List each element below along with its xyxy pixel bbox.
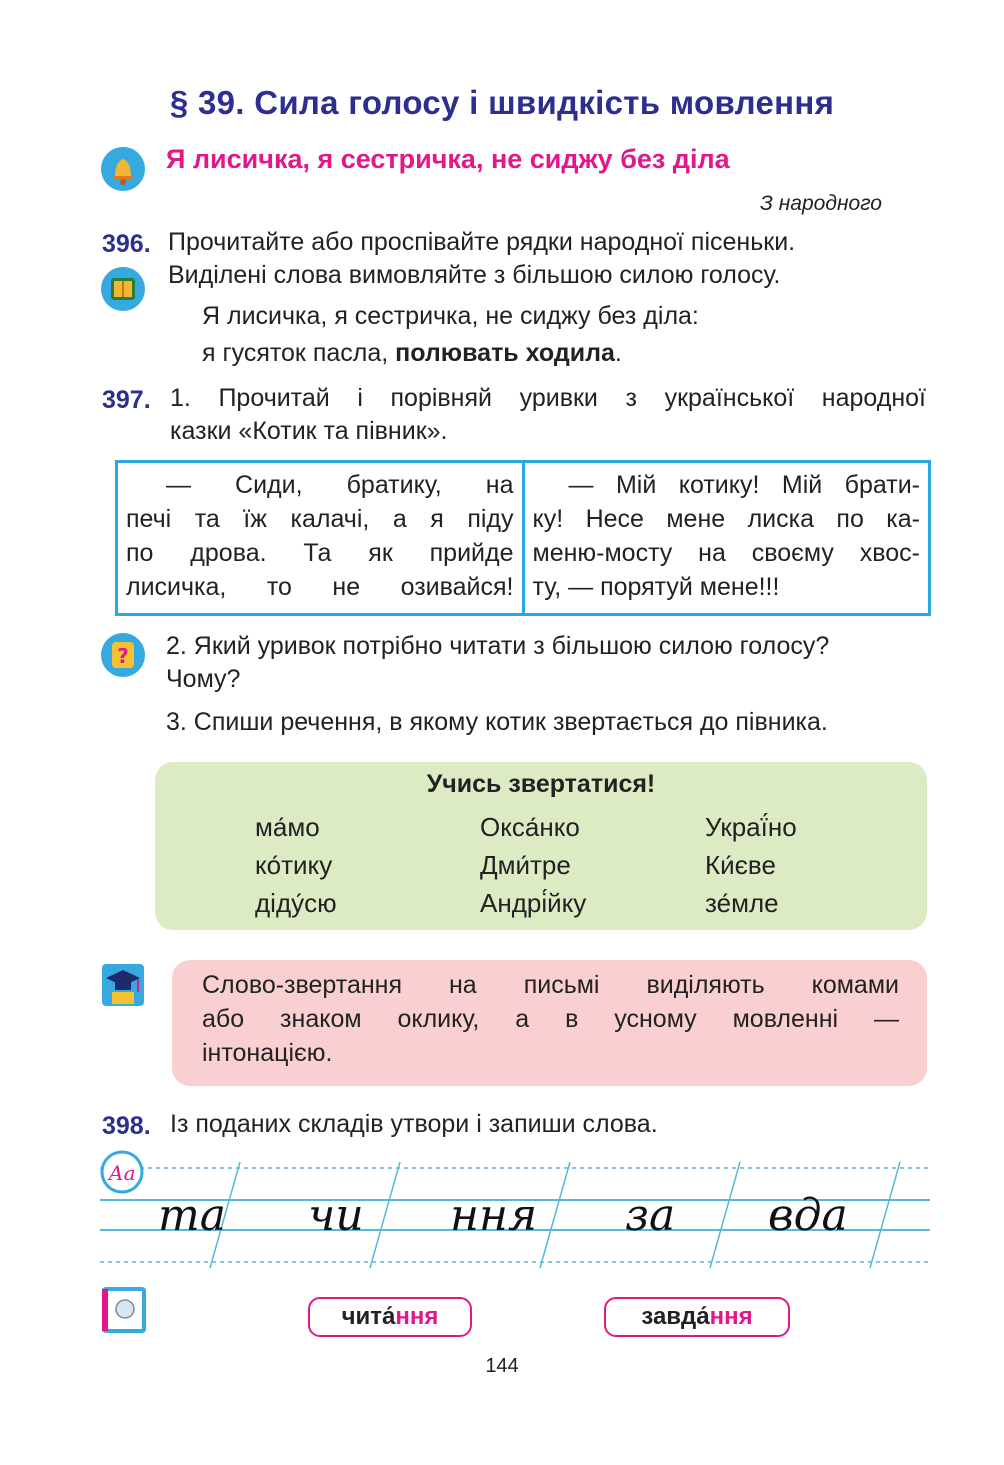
excerpt-line: — Мій котику! Мій брати- [568, 471, 920, 499]
answer-tail: ння [709, 1303, 753, 1330]
excerpt-right [525, 463, 929, 613]
rule-line: Слово-звертання на письмі виділяють комами [202, 971, 899, 999]
task-line: 1. Прочитай і порівняй уривки з української народної [170, 384, 926, 412]
question-icon [100, 632, 146, 678]
syllable: та [158, 1190, 226, 1241]
text-line: Прочитайте або проспівайте рядки народної пісеньки. [168, 228, 796, 256]
learn-word: ко́тику [255, 850, 333, 880]
poem-plain: я гусяток пасла, [202, 339, 396, 367]
poem-line [202, 335, 699, 372]
syllables [100, 1150, 930, 1270]
answer-main: чита́ [341, 1303, 396, 1330]
rule-box [172, 960, 927, 1086]
learn-word: Ки́єве [705, 850, 776, 880]
excerpt-left [118, 463, 525, 613]
exercise-text [168, 226, 795, 292]
excerpt-line: ку! Несе мене лиска по ка- [532, 505, 920, 533]
poem-bold: полювать ходила [395, 339, 615, 367]
page-number: 144 [485, 1355, 519, 1377]
learn-word: Дми́тре [480, 850, 571, 880]
exercise-text: Із поданих складів утвори і запиши слова. [170, 1110, 658, 1138]
bell-icon [100, 146, 146, 192]
graduation-cap-icon [100, 962, 146, 1008]
exercise-text [170, 382, 926, 448]
excerpt-line: ту, — порятуй мене!!! [532, 573, 780, 601]
poem-end: . [614, 339, 622, 367]
page-title: § 39. Сила голосу і швидкість мовлення [169, 84, 835, 121]
learn-box [155, 762, 927, 930]
rule-line: інтонацією. [202, 1039, 333, 1067]
exercise-number: 398. [102, 1112, 151, 1140]
task-line: Чому? [166, 665, 241, 693]
syllable: чи [308, 1190, 364, 1241]
reading-book-icon [100, 266, 146, 312]
svg-text:Аа: Аа [108, 1161, 136, 1185]
learn-word: діду́сю [255, 888, 337, 918]
learn-word: Украї́но [705, 812, 797, 842]
excerpt-line: печі та їж калачі, а я піду [126, 505, 514, 533]
learn-word: ма́мо [255, 812, 320, 842]
syllable: ння [450, 1190, 538, 1241]
syllable: за [625, 1190, 676, 1241]
learn-column [480, 808, 586, 922]
learn-title: Учись звертатися! [426, 770, 656, 798]
answer-tail: ння [395, 1303, 439, 1330]
answer-chip [308, 1297, 472, 1337]
exercise-number: 396. [102, 230, 151, 258]
task-line: 2. Який уривок потрібно читати з більшою силою голосу? [166, 632, 830, 660]
excerpts-table [115, 460, 931, 616]
epigraph: Я лисичка, я сестричка, не сиджу без діла [166, 144, 730, 174]
task-line: казки «Котик та півник». [170, 417, 448, 445]
text-line: Виділені слова вимовляйте з більшою силою голосу. [168, 261, 781, 289]
notebook-icon [100, 1285, 150, 1342]
poem [202, 298, 699, 372]
learn-word: зе́мле [705, 888, 779, 918]
exercise-number: 397. [102, 386, 151, 414]
answer-main: завда́ [641, 1303, 710, 1330]
svg-text:?: ? [117, 644, 129, 668]
rule-line: або знаком оклику, а в усному мовленні — [202, 1005, 899, 1033]
task-2 [166, 630, 829, 696]
learn-column [705, 808, 797, 922]
learn-column [255, 808, 337, 922]
learn-word: Андрі́йку [480, 888, 587, 918]
syllable: вда [768, 1190, 848, 1241]
epigraph-source: З народного [760, 192, 882, 215]
task-3: 3. Спиши речення, в якому котик звертається до півника. [166, 708, 828, 736]
excerpt-line: по дрова. Та як прийде [126, 539, 514, 567]
poem-line: Я лисичка, я сестричка, не сиджу без діла: [202, 302, 699, 330]
excerpt-line: лисичка, то не озивайся! [126, 573, 514, 601]
excerpt-line: — Сиди, братику, на [166, 471, 514, 499]
answer-chip [604, 1297, 790, 1337]
excerpt-line: меню-мосту на своєму хвос- [532, 539, 920, 567]
learn-word: Окса́нко [480, 812, 580, 842]
